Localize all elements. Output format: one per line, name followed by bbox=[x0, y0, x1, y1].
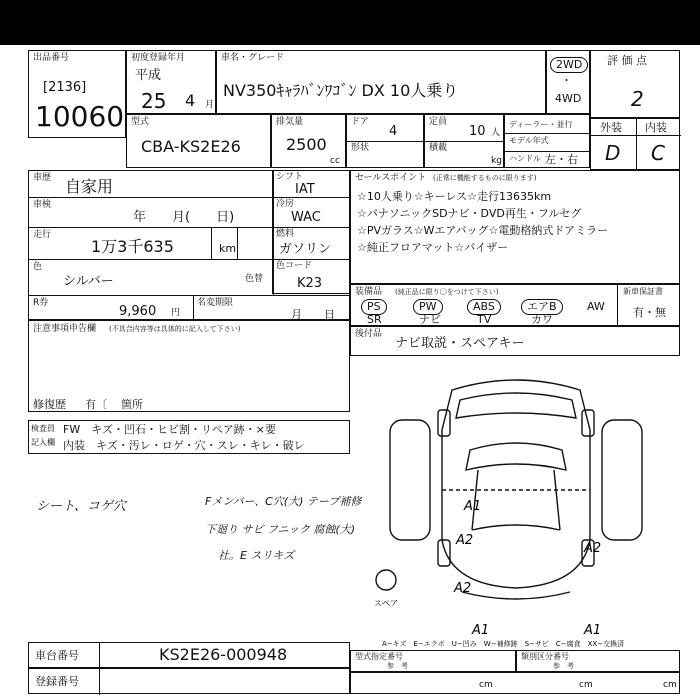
capacity-label: 定員 bbox=[429, 117, 448, 127]
model-value: CBA-KS2E26 bbox=[141, 137, 241, 156]
footer-chassis-box bbox=[28, 642, 350, 668]
right-side-panel bbox=[602, 420, 642, 540]
inspector-box bbox=[28, 420, 350, 454]
handwriting-note-3: 社。E スリキズ bbox=[218, 549, 295, 562]
displacement-box bbox=[271, 114, 346, 168]
color-value: シルバー bbox=[63, 274, 114, 289]
lot-number: 10060 bbox=[35, 100, 125, 133]
shift-value: IAT bbox=[295, 182, 315, 197]
repair-suffix: 箇所 bbox=[121, 398, 143, 411]
equip-navi: ナビ bbox=[419, 313, 441, 326]
grade-value: 2 bbox=[631, 87, 644, 111]
sales-title-sub: (正常に機能するものに限ります) bbox=[433, 174, 537, 182]
exterior-value: D bbox=[605, 141, 621, 165]
equipment-title: 装備品 bbox=[355, 287, 383, 297]
footer-dim-box bbox=[350, 672, 680, 694]
fuel-value: ガソリン bbox=[279, 242, 332, 257]
right-spec-box bbox=[272, 170, 350, 294]
color-code-label: 色コード bbox=[276, 261, 313, 271]
notes-sub: (不具合内容等は具体的に記入して下さい) bbox=[109, 325, 241, 333]
mark-right-a2: A2 bbox=[584, 541, 602, 556]
doors-value: 4 bbox=[389, 124, 398, 139]
aftermarket-label: 後付品 bbox=[355, 329, 383, 339]
ac-value: WAC bbox=[291, 210, 321, 225]
reg-month: 4 bbox=[185, 91, 196, 110]
capacity-value: 10 bbox=[469, 124, 486, 139]
color-code-value: K23 bbox=[297, 276, 323, 291]
load-label: 積載 bbox=[429, 143, 448, 153]
ext-int-box bbox=[590, 118, 680, 170]
sales-line-1: ☆10人乗り☆キーレス☆走行13635km bbox=[357, 190, 552, 203]
handle-options: 左・右 bbox=[545, 153, 578, 166]
warranty-value: 有・無 bbox=[633, 306, 666, 319]
mileage-unit: km bbox=[219, 242, 237, 255]
cc-unit: cc bbox=[330, 156, 340, 166]
drive-box bbox=[546, 50, 590, 114]
diagram-legend: A−キズ E−エクボ U−凹み W−補修跡 S−サビ C−腐食 XX−交換済 bbox=[382, 640, 625, 648]
recycle-label: R券 bbox=[33, 298, 49, 308]
equip-airbag: エアB bbox=[521, 299, 563, 315]
hood-line bbox=[472, 525, 560, 530]
ac-label: 冷房 bbox=[276, 199, 295, 209]
name-label: 車名・グレード bbox=[221, 53, 285, 63]
drive-4wd: 4WD bbox=[555, 92, 582, 105]
mark-bumper-left-a1: A1 bbox=[472, 623, 490, 638]
footer-reg-box bbox=[28, 668, 350, 694]
spare-tire bbox=[376, 570, 396, 590]
sales-line-4: ☆純正フロアマット☆バイザー bbox=[357, 241, 509, 254]
dim-unit-2: cm bbox=[579, 680, 593, 690]
inspection-label: 車検 bbox=[33, 200, 52, 210]
usage-value: 自家用 bbox=[65, 177, 114, 196]
equip-abs: ABS bbox=[467, 299, 501, 315]
dealer-box bbox=[504, 114, 590, 168]
displacement-value: 2500 bbox=[286, 135, 327, 154]
repair-value: 有〔 bbox=[85, 398, 107, 411]
car-damage-diagram bbox=[352, 360, 680, 650]
handle-label: ハンドル bbox=[509, 154, 541, 163]
equip-leather: カワ bbox=[531, 313, 553, 326]
inspection-value: 年 月( 日) bbox=[133, 210, 235, 225]
windshield bbox=[466, 443, 566, 470]
usage-label: 車歴 bbox=[33, 173, 52, 183]
sales-line-2: ☆パナソニックSDナビ・DVD再生・フルセグ bbox=[357, 207, 582, 220]
handwriting-note-2: 下廻り サビ フニック 腐蝕(大) bbox=[205, 523, 356, 536]
doors-label: ドア bbox=[351, 117, 369, 127]
equip-aw: AW bbox=[587, 300, 605, 313]
type-cert-label: 型式指定番号 bbox=[355, 652, 403, 661]
color-no-label: 色替 bbox=[245, 274, 264, 284]
name-change-label: 名変期限 bbox=[197, 298, 234, 308]
dealer-label: ディーラー・並行 bbox=[509, 120, 573, 129]
drive-2wd: 2WD bbox=[550, 57, 588, 73]
shape-label: 形状 bbox=[351, 143, 370, 153]
sales-points-box bbox=[350, 170, 680, 284]
left-side-panel bbox=[390, 420, 430, 540]
capacity-unit: 人 bbox=[491, 128, 501, 138]
aftermarket-box bbox=[350, 326, 680, 356]
registration-box bbox=[126, 50, 216, 114]
inspector-label-1: 検査員 bbox=[31, 424, 55, 433]
repair-label: 修復歴 bbox=[33, 398, 66, 411]
footer-type-cert-box bbox=[350, 650, 516, 672]
model-label: 型式 bbox=[131, 117, 150, 127]
equip-pw: PW bbox=[413, 299, 443, 315]
mark-front-left-a2: A2 bbox=[454, 581, 472, 596]
notes-label: 注意事項申告欄 bbox=[33, 324, 97, 334]
lot-bracket: [2136] bbox=[43, 80, 87, 95]
dim-unit-3: cm bbox=[663, 680, 677, 690]
front-bumper bbox=[462, 592, 570, 599]
model-box bbox=[126, 114, 271, 168]
type-cert-ref: 参 考 bbox=[387, 662, 408, 670]
wheel-front-left bbox=[438, 540, 450, 566]
grade-label: 評 価 点 bbox=[607, 54, 647, 67]
inspector-row-1: FW キズ・凹石・ヒビ割・リペア跡・×要 bbox=[63, 423, 276, 436]
interior-value: C bbox=[651, 141, 665, 165]
interior-label: 内装 bbox=[645, 121, 667, 134]
sales-line-3: ☆PVガラス☆Wエアバッグ☆電動格納式ドアミラー bbox=[357, 224, 609, 237]
a-pillars bbox=[472, 470, 560, 530]
reg-year: 25 bbox=[141, 89, 167, 113]
model-year-label: モデル年式 bbox=[509, 136, 549, 145]
kg-unit: kg bbox=[491, 156, 502, 166]
mark-rear-a1: A1 bbox=[464, 499, 482, 514]
warranty-label: 新車保証書 bbox=[623, 287, 663, 296]
car-name: NV350ｷｬﾗﾊﾞﾝﾜｺﾞﾝ DX 10人乗り bbox=[223, 81, 459, 100]
car-body-outline bbox=[442, 380, 590, 588]
reg-month-unit: 月 bbox=[205, 100, 215, 110]
lot-box bbox=[28, 50, 126, 138]
chassis-label: 車台番号 bbox=[35, 649, 79, 662]
mark-bumper-right-a1: A1 bbox=[584, 623, 602, 638]
aftermarket-value: ナビ取説・スペアキー bbox=[395, 336, 525, 351]
name-change-value: 月 日 bbox=[291, 308, 335, 321]
shift-label: シフト bbox=[276, 172, 304, 182]
grade-box bbox=[590, 50, 680, 118]
fuel-label: 燃料 bbox=[276, 229, 295, 239]
equip-ps: PS bbox=[361, 299, 387, 315]
equip-tv: TV bbox=[477, 313, 492, 326]
handwriting-seat: シート、コゲ穴 bbox=[36, 499, 126, 514]
handwriting-note-1: Fメンバー、C穴(大) テープ補修 bbox=[205, 495, 362, 508]
category-label: 類別区分番号 bbox=[521, 652, 569, 661]
inspector-label-2: 記入欄 bbox=[31, 438, 55, 447]
mark-left-a2: A2 bbox=[456, 533, 474, 548]
color-label: 色 bbox=[33, 262, 43, 272]
car-name-box bbox=[216, 50, 546, 114]
exterior-label: 外装 bbox=[600, 121, 622, 134]
top-black-bar bbox=[0, 0, 700, 45]
recycle-unit: 円 bbox=[171, 308, 181, 318]
equip-sr: SR bbox=[367, 313, 382, 326]
equipment-box bbox=[350, 284, 680, 326]
mileage-label: 走行 bbox=[33, 230, 52, 240]
displacement-label: 排気量 bbox=[276, 117, 304, 127]
spare-label: スペア bbox=[374, 599, 398, 608]
footer-category-box bbox=[516, 650, 680, 672]
lot-label: 出品番号 bbox=[33, 53, 70, 63]
notes-box bbox=[28, 320, 350, 412]
dim-unit-1: cm bbox=[479, 680, 493, 690]
drive-dot: ・ bbox=[561, 74, 572, 87]
equipment-title-sub: (純正品に限り〇をつけて下さい) bbox=[395, 288, 499, 296]
mileage-value: 1万3千635 bbox=[91, 237, 174, 256]
category-ref: 参 考 bbox=[553, 662, 574, 670]
sales-title: セールスポイント bbox=[355, 173, 427, 183]
recycle-value: 9,960 bbox=[119, 304, 157, 319]
chassis-value: KS2E26-000948 bbox=[159, 645, 288, 664]
rear-window bbox=[456, 393, 576, 418]
doors-box bbox=[346, 114, 424, 168]
reg-no-label: 登録番号 bbox=[35, 675, 79, 688]
inspector-row-2: 内装 キズ・汚レ・ロゲ・穴・スレ・キレ・破レ bbox=[63, 439, 305, 452]
era: 平成 bbox=[135, 68, 162, 83]
capacity-box bbox=[424, 114, 504, 168]
reg-label: 初度登録年月 bbox=[131, 53, 186, 63]
